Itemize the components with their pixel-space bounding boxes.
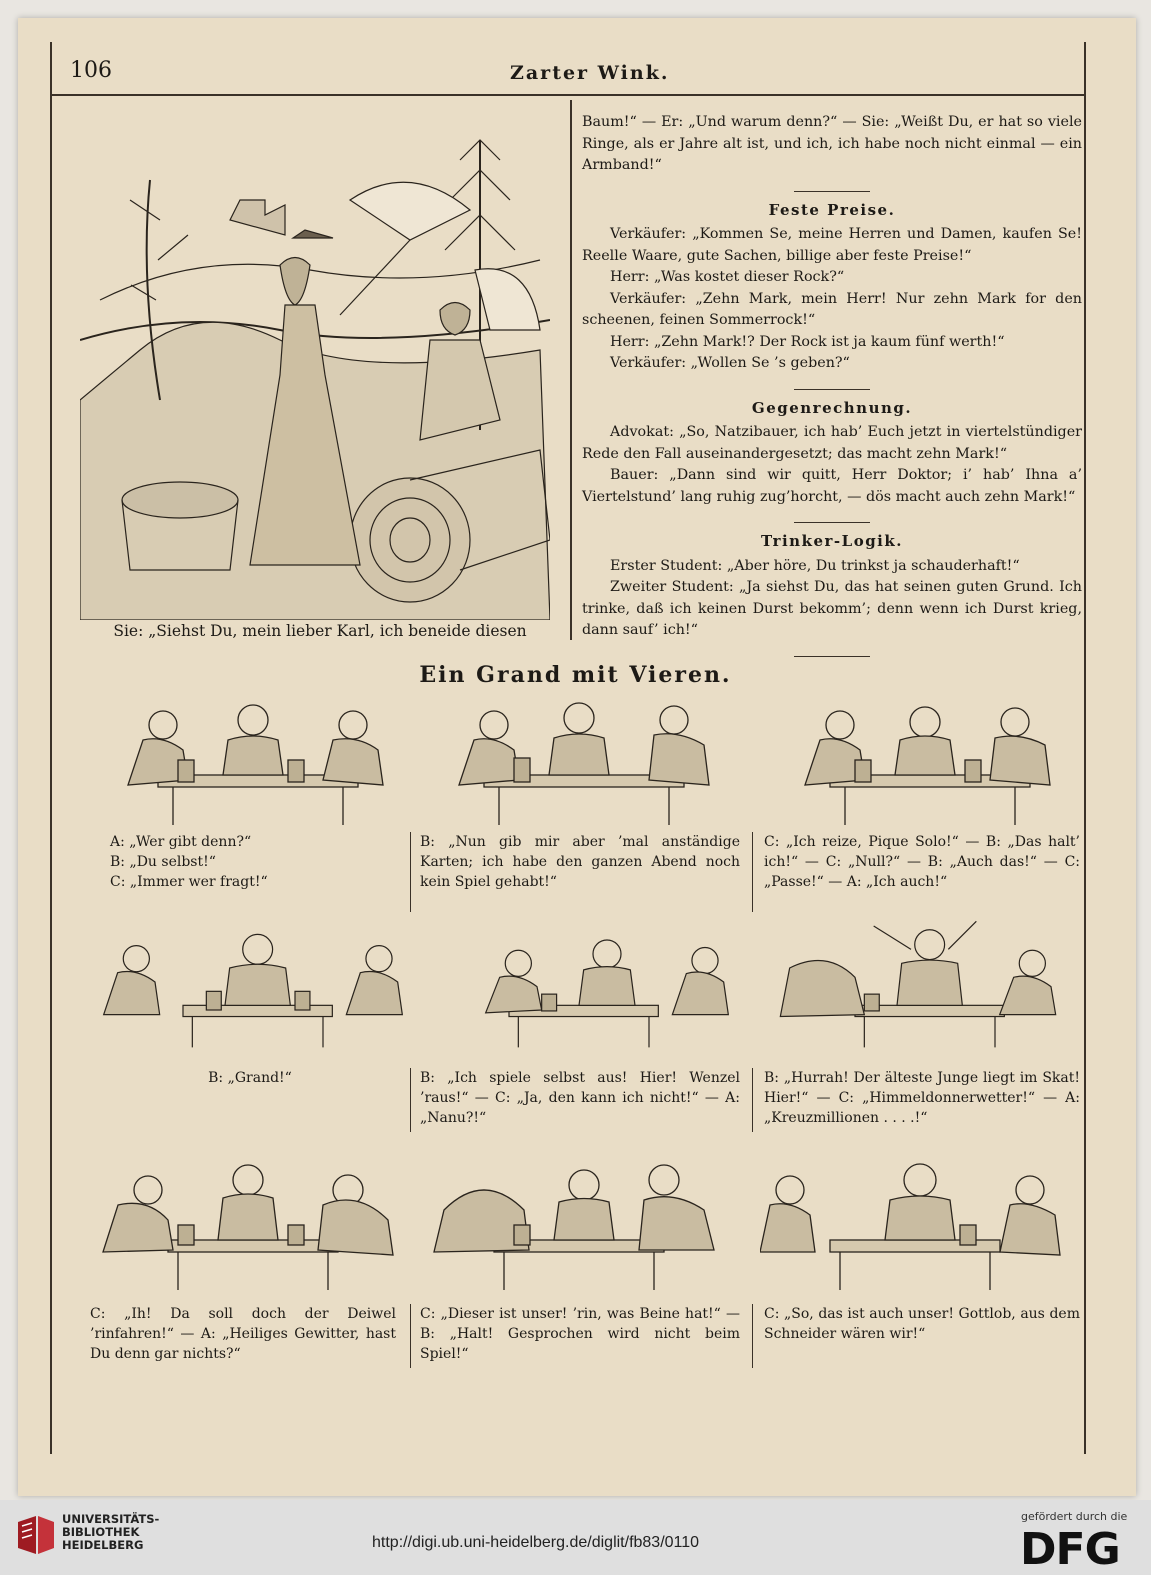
- caption-separator: [752, 832, 753, 912]
- funded-by-label: gefördert durch die: [1021, 1510, 1128, 1523]
- section-divider: [794, 191, 870, 192]
- paragraph: Advokat: „So, Natzibauer, ich hab’ Euch jetzt in viertelstündiger Rede den Fall auseinandergesetzt; das macht zehn Mark!“: [582, 424, 1082, 462]
- right-column: [582, 112, 1082, 665]
- comic-panel-6: [760, 912, 1090, 1052]
- paragraph: Zweiter Student: „Ja siehst Du, das hat seinen guten Grund. Ich trinke, daß ich keinen Durst bekomm’; denn wenn ich Durst krieg, dann sauf’ ich!“: [582, 579, 1082, 638]
- running-title: Zarter Wink.: [510, 62, 670, 84]
- source-url-link[interactable]: http://digi.ub.uni-heidelberg.de/diglit/fb83/0110: [372, 1534, 700, 1551]
- caption-separator: [410, 1304, 411, 1368]
- library-line: BIBLIOTHEK: [62, 1525, 140, 1539]
- paragraph: Verkäufer: „Zehn Mark, mein Herr! Nur zehn Mark for den scheenen, feinen Sommerrock!“: [582, 290, 1082, 328]
- paragraph: Erster Student: „Aber höre, Du trinkst ja schauderhaft!“: [610, 557, 1020, 574]
- comic-panel-4: [88, 912, 418, 1052]
- paragraph: Herr: „Was kostet dieser Rock?“: [610, 269, 845, 285]
- section-divider: [794, 656, 870, 657]
- comic-panel-3: [760, 690, 1090, 830]
- comic-caption-2: B: „Nun gib mir aber ’mal anständige Karten; ich habe den ganzen Abend noch kein Spiel gehabt!“: [420, 834, 740, 890]
- comic-caption-7: C: „Ih! Da soll doch der Deiwel ’rinfahren!“ — A: „Heiliges Gewitter, hast Du denn gar nichts?“: [90, 1306, 396, 1362]
- comic-caption-3: C: „Ich reize, Pique Solo!“ — B: „Das halt’ ich!“ — C: „Null?“ — B: „Auch das!“ — C: „Passe!“ — A: „Ich auch!“: [764, 834, 1080, 890]
- comic-panel-5: [414, 912, 744, 1052]
- comic-caption-1: A: „Wer gibt denn?“ B: „Du selbst!“ C: „Immer wer fragt!“: [110, 834, 268, 890]
- comic-panel-9: [760, 1140, 1090, 1298]
- library-name: [62, 1513, 159, 1552]
- comic-caption-9: C: „So, das ist auch unser! Gottlob, aus dem Schneider wären wir!“: [764, 1306, 1080, 1342]
- comic-caption-8: C: „Dieser ist unser! ’rin, was Beine hat!“ — B: „Halt! Gesprochen wird nicht beim Spiel!“: [420, 1306, 740, 1362]
- caption-separator: [410, 1068, 411, 1132]
- column-rule: [570, 100, 572, 640]
- comic-caption-4: B: „Grand!“: [208, 1070, 292, 1086]
- caption-separator: [752, 1068, 753, 1132]
- illustration-caption: Sie: „Siehst Du, mein lieber Karl, ich beneide diesen: [113, 622, 527, 640]
- paragraph: Verkäufer: „Wollen Se ’s geben?“: [610, 355, 850, 371]
- comic-caption-6: B: „Hurrah! Der älteste Junge liegt im Skat! Hier!“ — C: „Himmeldonnerwetter!“ — A: „Kreuzmillionen . . . .!“: [764, 1070, 1080, 1126]
- section-title-trinker-logik: Trinker-Logik.: [761, 532, 903, 550]
- couple-illustration: [80, 100, 550, 620]
- dfg-logo: DFG: [1020, 1524, 1120, 1575]
- section-divider: [794, 389, 870, 390]
- section-title-feste-preise: Feste Preise.: [768, 200, 896, 219]
- comic-panel-2: [414, 690, 744, 830]
- library-line: UNIVERSITÄTS-: [62, 1512, 160, 1526]
- comic-panel-7: [88, 1140, 418, 1298]
- comic-panel-8: [414, 1140, 744, 1298]
- comic-panel-1: [88, 690, 418, 830]
- caption-separator: [752, 1304, 753, 1368]
- page-number: 106: [70, 58, 112, 83]
- paragraph: Herr: „Zehn Mark!? Der Rock ist ja kaum fünf werth!“: [610, 333, 1005, 350]
- header-rule: [50, 94, 1086, 96]
- university-logo-icon: [14, 1514, 58, 1558]
- paragraph: Bauer: „Dann sind wir quitt, Herr Doktor; i’ hab’ Ihna a’ Viertelstund’ lang ruhig zug’horcht, — dös macht auch zehn Mark!“: [582, 467, 1082, 505]
- caption-separator: [410, 832, 411, 912]
- comic-caption-5: B: „Ich spiele selbst aus! Hier! Wenzel ’raus!“ — C: „Ja, den kann ich nicht!“ — A: „Nanu?!“: [420, 1070, 740, 1126]
- section-divider: [794, 522, 870, 523]
- comic-title: Ein Grand mit Vieren.: [419, 662, 732, 688]
- caption-continuation: Baum!“ — Er: „Und warum denn?“ — Sie: „Weißt Du, er hat so viele Ringe, als er Jahre alt ist, und ich, ich habe noch nicht einmal — ein Armband!“: [582, 114, 1082, 173]
- section-title-gegenrechnung: Gegenrechnung.: [751, 398, 913, 417]
- paragraph: Verkäufer: „Kommen Se, meine Herren und Damen, kaufen Se! Reelle Waare, gute Sachen, billige aber feste Preise!“: [582, 226, 1082, 264]
- library-line: HEIDELBERG: [62, 1538, 144, 1552]
